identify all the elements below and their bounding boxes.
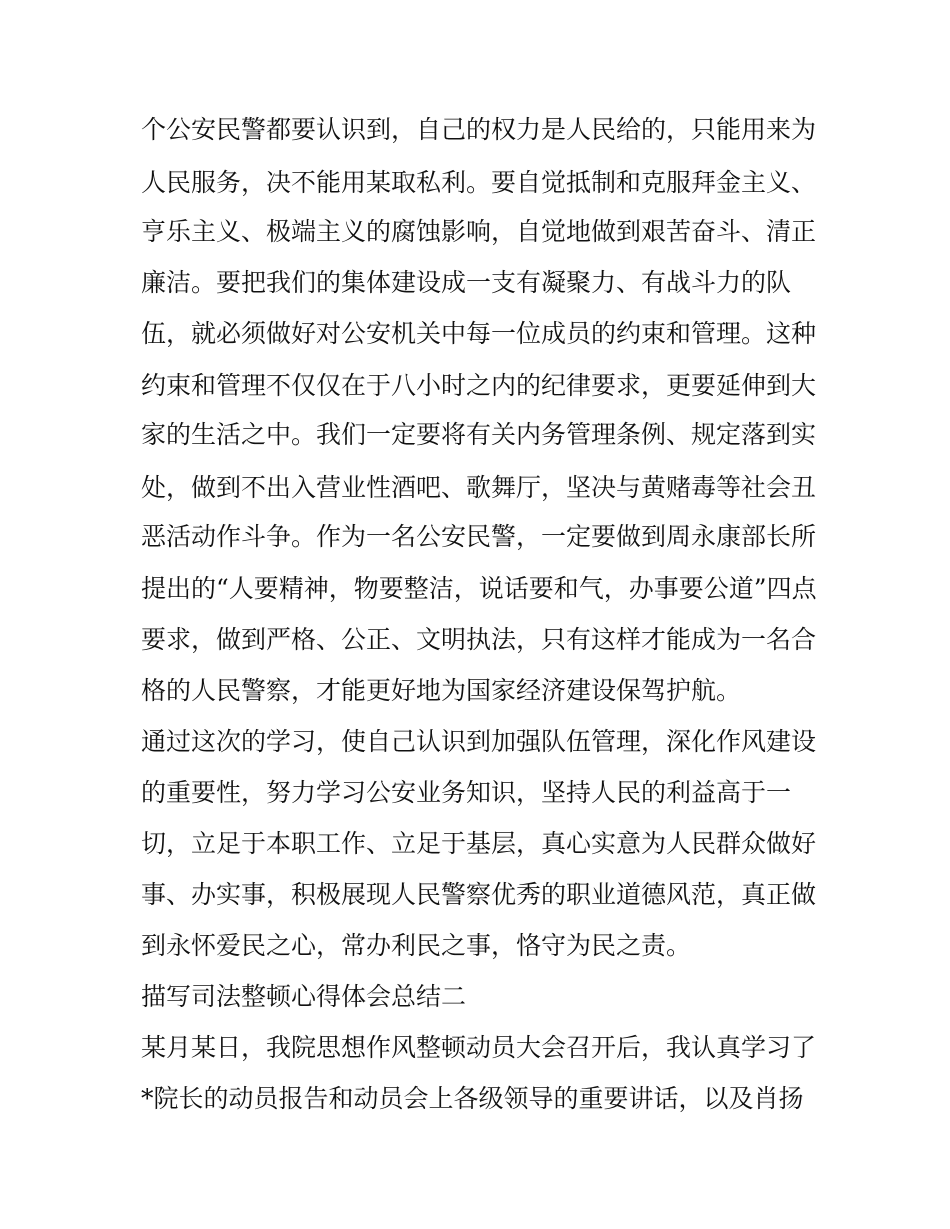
text-line: 通过这次的学习，使自己认识到加强队伍管理，深化作风建设 xyxy=(141,727,817,756)
text-line: 到永怀爱民之心，常办利民之事，恪守为民之责。 xyxy=(141,931,692,960)
text-line: 事、办实事，积极展现人民警察优秀的职业道德风范，真正做 xyxy=(141,880,817,909)
text-line: 约束和管理不仅仅在于八小时之内的纪律要求，更要延伸到大 xyxy=(141,371,817,400)
text-line: 人民服务，决不能用某取私利。要自觉抵制和克服拜金主义、 xyxy=(141,168,817,197)
text-line: 要求，做到严格、公正、文明执法，只有这样才能成为一名合 xyxy=(141,625,817,654)
text-line: 伍，就必须做好对公安机关中每一位成员的约束和管理。这种 xyxy=(141,319,817,348)
text-line: *院长的动员报告和动员会上各级领导的重要讲话，以及肖扬 xyxy=(141,1084,804,1113)
text-line: 廉洁。要把我们的集体建设成一支有凝聚力、有战斗力的队 xyxy=(141,268,792,297)
text-line: 恶活动作斗争。作为一名公安民警，一定要做到周永康部长所 xyxy=(141,522,817,551)
text-line: 处，做到不出入营业性酒吧、歌舞厅，坚决与黄赌毒等社会丑 xyxy=(141,473,817,502)
text-line: 亨乐主义、极端主义的腐蚀影响，自觉地做到艰苦奋斗、清正 xyxy=(141,217,817,246)
text-line: 家的生活之中。我们一定要将有关内务管理条例、规定落到实 xyxy=(141,420,817,449)
section-heading: 描写司法整顿心得体会总结二 xyxy=(141,982,467,1011)
text-line: 格的人民警察，才能更好地为国家经济建设保驾护航。 xyxy=(141,676,742,705)
text-line: 切，立足于本职工作、立足于基层，真心实意为人民群众做好 xyxy=(141,829,817,858)
text-line: 某月某日，我院思想作风整顿动员大会召开后，我认真学习了 xyxy=(141,1033,817,1062)
text-line: 个公安民警都要认识到，自己的权力是人民给的，只能用来为 xyxy=(141,115,817,144)
text-line: 的重要性，努力学习公安业务知识，坚持人民的利益高于一 xyxy=(141,778,792,807)
text-line: 提出的“人要精神，物要整洁，说话要和气，办事要公道”四点 xyxy=(141,574,817,603)
